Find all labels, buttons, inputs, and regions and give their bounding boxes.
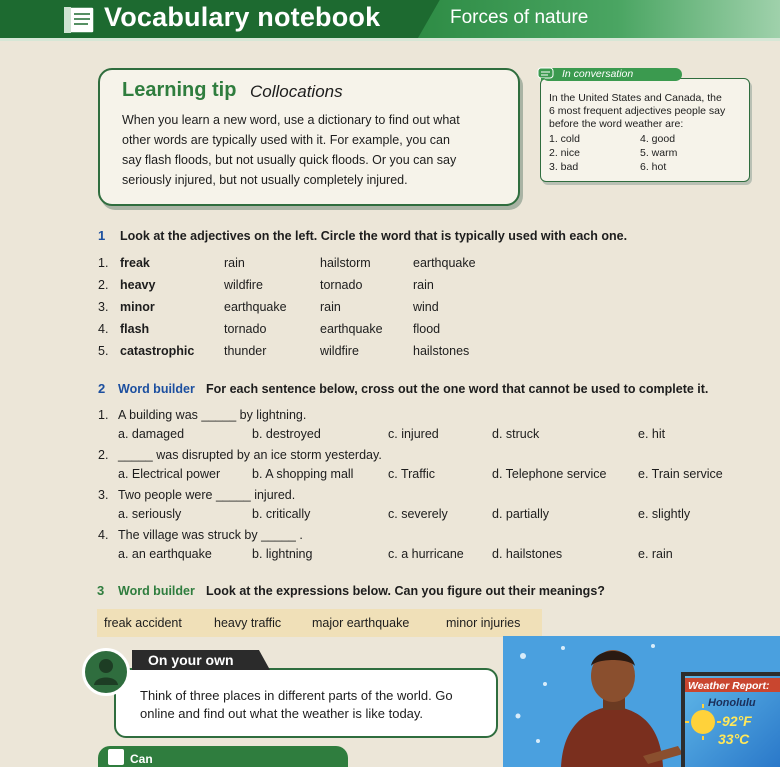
speech-bubble-icon (537, 67, 554, 82)
exercise-1-option[interactable]: flood (413, 322, 441, 336)
exercise-1-adjective: minor (120, 300, 155, 314)
exercise-2-option[interactable]: b. A shopping mall (252, 467, 354, 481)
conversation-item: 4. good (640, 133, 676, 145)
conversation-intro: before the word weather are: (549, 118, 684, 130)
exercise-1-item-number: 3. (98, 300, 109, 314)
exercise-1-option[interactable]: rain (224, 256, 245, 270)
exercise-2-item-number: 2. (98, 448, 109, 462)
exercise-2-option[interactable]: a. damaged (118, 427, 185, 441)
exercise-1-adjective: freak (120, 256, 150, 270)
exercise-1-option[interactable]: earthquake (413, 256, 476, 270)
exercise-2-option[interactable]: b. critically (252, 507, 311, 521)
exercise-2-sentence: Two people were _____ injured. (118, 488, 296, 502)
exercise-2-item-number: 3. (98, 488, 109, 502)
exercise-1-item-number: 2. (98, 278, 109, 292)
weather-report-temp-f: 92°F (722, 713, 752, 729)
exercise-1-option[interactable]: thunder (224, 344, 267, 358)
exercise-1-adjective: flash (120, 322, 150, 336)
conversation-item: 6. hot (640, 161, 667, 173)
exercise-1-option[interactable]: tornado (224, 322, 267, 336)
exercise-1-item-number: 4. (98, 322, 109, 336)
exercise-2-item-number: 1. (98, 408, 109, 422)
conversation-intro: 6 most frequent adjectives people say (549, 105, 726, 117)
person-icon (85, 651, 127, 693)
header-divider (0, 38, 780, 41)
exercise-2-option[interactable]: c. injured (388, 427, 439, 441)
learning-tip-subtitle: Collocations (250, 82, 343, 101)
exercise-1-option[interactable]: wildfire (224, 278, 263, 292)
exercise-2-option[interactable]: a. seriously (118, 507, 182, 521)
weather-report-temp-c: 33°C (718, 731, 750, 747)
page-title: Vocabulary notebook (104, 2, 381, 32)
checkbox-icon (108, 749, 124, 765)
conversation-item: 1. cold (549, 133, 580, 145)
exercise-3-label: Word builder (118, 584, 195, 598)
exercise-2-option[interactable]: c. a hurricane (388, 547, 464, 561)
page-subtitle: Forces of nature (450, 7, 589, 28)
exercise-1-option[interactable]: tornado (320, 278, 363, 292)
expression-item: major earthquake (312, 616, 410, 630)
exercise-2-sentence: The village was struck by _____ . (118, 528, 303, 542)
bottom-section-label: Can (130, 752, 153, 766)
exercise-2-sentence: _____ was disrupted by an ice storm yesterday. (118, 448, 382, 462)
exercise-3-number: 3 (97, 583, 105, 598)
on-your-own-line: Think of three places in different parts of the world. Go (140, 688, 453, 703)
notebook-icon (58, 4, 98, 36)
exercise-1-item-number: 5. (98, 344, 109, 358)
learning-tip-line: seriously injured, but not usually completely injured. (122, 173, 408, 187)
exercise-1-number: 1 (98, 228, 106, 243)
exercise-2-option[interactable]: e. Train service (638, 467, 723, 481)
learning-tip-title: Learning tip (122, 79, 237, 101)
exercise-3-instruction: Look at the expressions below. Can you figure out their meanings? (206, 584, 605, 598)
conversation-item: 3. bad (549, 161, 579, 173)
exercise-2-option[interactable]: b. destroyed (252, 427, 321, 441)
exercise-2-option[interactable]: e. slightly (638, 507, 691, 521)
exercise-2-sentence: A building was _____ by lightning. (118, 408, 307, 422)
exercise-2-option[interactable]: a. an earthquake (118, 547, 212, 561)
exercise-2-option[interactable]: c. severely (388, 507, 448, 521)
conversation-label: In conversation (562, 68, 634, 80)
exercise-2-number: 2 (98, 381, 106, 396)
weather-report-city: Honolulu (708, 697, 756, 709)
exercise-1-instruction: Look at the adjectives on the left. Circle the word that is typically used with each one. (120, 229, 628, 243)
learning-tip-line: other words are typically used with it. For example, you can (122, 133, 450, 147)
conversation-item: 2. nice (549, 147, 580, 159)
exercise-2-option[interactable]: e. hit (638, 427, 666, 441)
exercise-1-option[interactable]: hailstones (413, 344, 470, 358)
exercise-2-item-number: 4. (98, 528, 109, 542)
exercise-2-label: Word builder (118, 382, 195, 396)
exercise-1-option[interactable]: rain (413, 278, 434, 292)
expression-item: freak accident (104, 616, 182, 630)
exercise-2-instruction: For each sentence below, cross out the one word that cannot be used to complete it. (206, 382, 709, 396)
exercise-2-option[interactable]: d. hailstones (492, 547, 563, 561)
exercise-2-option[interactable]: e. rain (638, 547, 673, 561)
exercise-1-adjective: heavy (120, 278, 156, 292)
expression-item: heavy traffic (214, 616, 282, 630)
conversation-intro: In the United States and Canada, the (549, 92, 722, 104)
on-your-own-box (114, 668, 498, 738)
exercise-1-option[interactable]: wildfire (320, 344, 359, 358)
learning-tip-line: When you learn a new word, use a dictionary to find out what (122, 113, 460, 127)
learning-tip-line: say flash floods, but not usually quick floods. Or you can say (122, 153, 457, 167)
expression-item: minor injuries (446, 616, 521, 630)
exercise-1-option[interactable]: wind (413, 300, 439, 314)
on-your-own-line: online and find out what the weather is like today. (140, 706, 424, 721)
on-your-own-badge (82, 648, 130, 696)
exercise-1-option[interactable]: earthquake (224, 300, 287, 314)
exercise-2-option[interactable]: c. Traffic (388, 467, 436, 481)
exercise-1-option[interactable]: rain (320, 300, 341, 314)
weather-report-label: Weather Report: (688, 680, 770, 692)
exercise-2-option[interactable]: d. struck (492, 427, 540, 441)
exercise-2-option[interactable]: a. Electrical power (118, 467, 221, 481)
exercise-1-item-number: 1. (98, 256, 109, 270)
exercise-2-option[interactable]: d. Telephone service (492, 467, 607, 481)
exercise-2-option[interactable]: d. partially (492, 507, 549, 521)
exercise-2-option[interactable]: b. lightning (252, 547, 313, 561)
exercise-1-option[interactable]: hailstorm (320, 256, 371, 270)
exercise-1-option[interactable]: earthquake (320, 322, 383, 336)
exercise-1-adjective: catastrophic (120, 344, 195, 358)
conversation-item: 5. warm (640, 147, 678, 159)
on-your-own-label: On your own (148, 652, 234, 668)
